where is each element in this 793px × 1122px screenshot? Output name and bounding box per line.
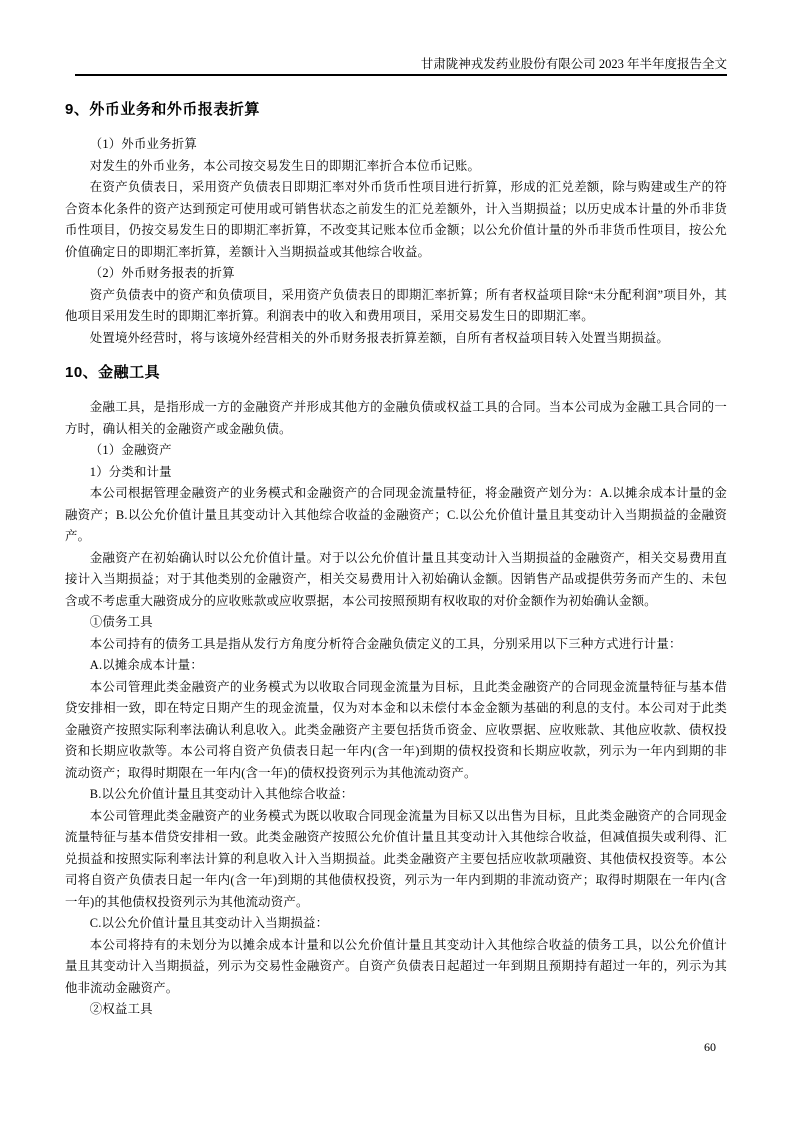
page-number: 60: [704, 1040, 716, 1054]
paragraph: 本公司将持有的未划分为以摊余成本计量和以公允价值计量且其变动计入其他综合收益的债务工具，以公允价值计量且其变动计入当期损益，列示为交易性金融资产。自资产负债表日起超过一年到期且预期持有超过一年的，列示为其他非流动金融资产。: [65, 937, 727, 995]
section-9-heading: 9、外币业务和外币报表折算: [65, 101, 260, 118]
paragraph: 对发生的外币业务，本公司按交易发生日的即期汇率折合本位币记账。: [89, 158, 481, 173]
paragraph: A.以摊余成本计量：: [89, 658, 203, 672]
paragraph: 本公司根据管理金融资产的业务模式和金融资产的合同现金流量特征，将金融资产划分为：A.以摊余成本计量的金融资产；B.以公允价值计量且其变动计入其他综合收益的金融资产；C.以公允价值计量且其变动计入当期损益的金融资产。: [65, 486, 727, 543]
paragraph: 处置境外经营时，将与该境外经营相关的外币财务报表折算差额，自所有者权益项目转入处置当期损益。: [89, 330, 669, 345]
paragraph: 资产负债表中的资产和负债项目，采用资产负债表日的即期汇率折算；所有者权益项目除“未分配利润”项目外，其他项目采用发生时的即期汇率折算。利润表中的收入和费用项目，采用交易发生日的即期汇率。: [65, 287, 727, 323]
paragraph: （1）金融资产: [89, 443, 172, 457]
section-10: [65, 363, 727, 1021]
paragraph: （2）外币财务报表的折算: [89, 266, 235, 280]
paragraph: B.以公允价值计量且其变动计入其他综合收益：: [89, 787, 354, 801]
paragraph: C.以公允价值计量且其变动计入当期损益：: [89, 916, 329, 930]
paragraph: 本公司持有的债务工具是指从发行方角度分析符合金融负债定义的工具，分别采用以下三种方式进行计量：: [89, 636, 682, 651]
paragraph: ①债务工具: [89, 615, 153, 629]
paragraph: 在资产负债表日，采用资产负债表日即期汇率对外币货币性项目进行折算，形成的汇兑差额，除与购建或生产的符合资本化条件的资产达到预定可使用或可销售状态之前发生的汇兑差额外，计入当期损益；以历史成本计量的外币非货币性项目，仍按交易发生日的即期汇率折算，不改变其记账本位币金额；以公允价值计量的外币非货币性项目，按公允价值确定日的即期汇率折算，差额计入当期损益或其他综合收益。: [65, 180, 727, 259]
paragraph: ②权益工具: [89, 1002, 153, 1016]
paragraph: 1）分类和计量: [89, 464, 172, 479]
paragraph: （1）外币业务折算: [89, 137, 197, 151]
report-header-title: 甘肃陇神戎发药业股份有限公司 2023 年半年度报告全文: [75, 57, 727, 76]
section-10-heading: 10、金融工具: [65, 364, 161, 381]
paragraph: 金融工具，是指形成一方的金融资产并形成其他方的金融负债或权益工具的合同。当本公司成为金融工具合同的一方时，确认相关的金融资产或金融负债。: [65, 400, 727, 436]
paragraph: 金融资产在初始确认时以公允价值计量。对于以公允价值计量且其变动计入当期损益的金融资产，相关交易费用直接计入当期损益；对于其他类别的金融资产，相关交易费用计入初始确认金额。因销售产品或提供劳务而产生的、未包含或不考虑重大融资成分的应收账款或应收票据，本公司按照预期有权收取的对价金额作为初始确认金额。: [65, 550, 727, 608]
paragraph: 本公司管理此类金融资产的业务模式为既以收取合同现金流量为目标又以出售为目标，且此类金融资产的合同现金流量特征与基本借贷安排相一致。此类金融资产按照公允价值计量且其变动计入其他综合收益，但减值损失或利得、汇兑损益和按照实际利率法计算的利息收入计入当期损益。此类金融资产主要包括应收款项融资、其他债权投资等。本公司将自资产负债表日起一年内(含一年)到期的其他债权投资，列示为一年内到期的非流动资产；取得时期限在一年内(含一年)的其他债权投资列示为其他流动资产。: [65, 808, 727, 909]
paragraph: 本公司管理此类金融资产的业务模式为以收取合同现金流量为目标，且此类金融资产的合同现金流量特征与基本借贷安排相一致，即在特定日期产生的现金流量，仅为对本金和以未偿付本金金额为基础的利息的支付。本公司对于此类金融资产按照实际利率法确认利息收入。此类金融资产主要包括货币资金、应收票据、应收账款、其他应收款、债权投资和长期应收款等。本公司将自资产负债表日起一年内(含一年)到期的债权投资和长期应收款，列示为一年内到期的非流动资产；取得时期限在一年内(含一年)的债权投资列示为其他流动资产。: [65, 679, 727, 780]
section-9: [65, 100, 727, 349]
